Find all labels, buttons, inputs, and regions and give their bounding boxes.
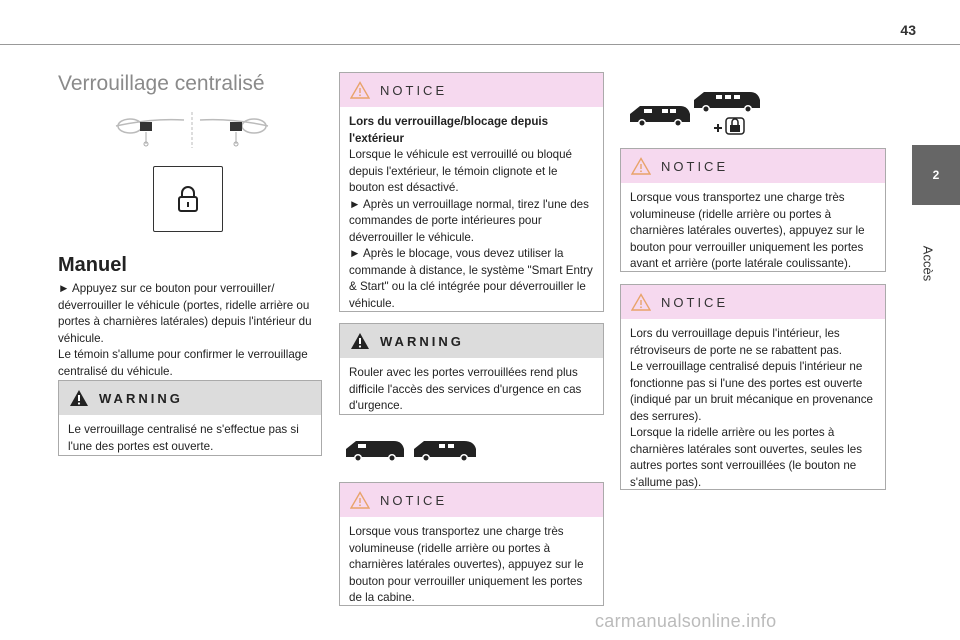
warning-triangle-icon — [631, 293, 651, 311]
warning-triangle-icon — [350, 332, 370, 350]
notice-box — [620, 148, 886, 272]
warning-triangle-icon — [350, 81, 370, 99]
warning-label: WARNING — [380, 333, 464, 349]
van-silhouette-icon — [344, 435, 480, 465]
section-title: Verrouillage centralisé — [58, 72, 265, 95]
notice-box — [339, 72, 604, 312]
notice-line: ► Après un verrouillage normal, tirez l'une des commandes de porte intérieures pour déverrouiller le véhicule. — [349, 197, 589, 244]
warning-triangle-icon — [631, 157, 651, 175]
warning-box — [339, 323, 604, 415]
van-silhouette-icon — [628, 88, 764, 136]
notice-header — [621, 285, 885, 319]
central-lock-button-icon — [153, 166, 223, 232]
notice-line: ► Après le blocage, vous devez utiliser la commande à distance, le système "Smart Entry & Start" ou la clé intégrée pour déverrouiller le véhicule. — [349, 247, 593, 310]
warning-triangle-icon — [350, 491, 370, 509]
notice-label: NOTICE — [661, 158, 729, 174]
notice-header — [340, 73, 603, 107]
notice-box — [339, 482, 604, 606]
manual-description — [58, 281, 323, 380]
watermark: carmanualsonline.info — [595, 611, 777, 631]
notice-line: Lors du verrouillage depuis l'intérieur, les rétroviseurs de porte ne se rabattent pas. — [630, 327, 843, 357]
notice-label: NOTICE — [380, 492, 448, 508]
notice-text — [621, 319, 885, 499]
notice-text: Lorsque vous transportez une charge très volumineuse (ridelle arrière ou portes à charnières latérales ouvertes), appuyez sur le bouton pour verrouiller uniquement les portes de la cabine. — [349, 525, 584, 604]
notice-label: NOTICE — [661, 294, 729, 310]
chapter-label: Accès — [920, 245, 936, 282]
header-divider — [0, 44, 960, 45]
manual-subtitle: Manuel — [58, 254, 127, 276]
steering-wheel-dashboard-icon — [112, 110, 272, 152]
notice-text — [340, 107, 603, 320]
notice-header — [621, 149, 885, 183]
warning-label: WARNING — [99, 390, 183, 406]
warning-text: Le verrouillage centralisé ne s'effectue pas si l'une des portes est ouverte. — [68, 423, 299, 453]
notice-line: Lorsque le véhicule est verrouillé ou bloqué depuis l'extérieur, le témoin clignote et le bouton est désactivé. — [349, 148, 572, 194]
notice-line: Lorsque la ridelle arrière ou les portes à charnières latérales sont ouvertes, seules les autres portes sont verrouillées (le bouton ne s'allume pas). — [630, 426, 862, 489]
manual-paragraph: Le témoin s'allume pour confirmer le verrouillage centralisé du véhicule. — [58, 348, 308, 378]
notice-header — [340, 483, 603, 517]
notice-label: NOTICE — [380, 82, 448, 98]
warning-header — [59, 381, 321, 415]
manual-paragraph: ► Appuyez sur ce bouton pour verrouiller/ déverrouiller le véhicule (portes, ridelle arrière ou portes à charnières latérales) depuis l'intérieur du véhicule. — [58, 282, 312, 345]
notice-line: Le verrouillage centralisé depuis l'intérieur ne fonctionne pas si l'une des portes est ouverte (indiqué par un bruit mécanique en provenance des serrures). — [630, 360, 873, 423]
warning-box — [58, 380, 322, 456]
notice-box — [620, 284, 886, 490]
page-number: 43 — [900, 22, 916, 38]
warning-triangle-icon — [69, 389, 89, 407]
warning-text: Rouler avec les portes verrouillées rend plus difficile l'accès des services d'urgence en cas d'urgence. — [349, 366, 582, 412]
notice-text: Lorsque vous transportez une charge très volumineuse (ridelle arrière ou portes à charnières latérales ouvertes), appuyez sur le bouton pour verrouiller uniquement les portes avant et arrière (porte latérale coulissante). — [630, 191, 865, 270]
chapter-tab[interactable]: 2 — [912, 145, 960, 205]
notice-bold-lead: Lors du verrouillage/blocage depuis l'extérieur — [349, 115, 549, 145]
warning-header — [340, 324, 603, 358]
